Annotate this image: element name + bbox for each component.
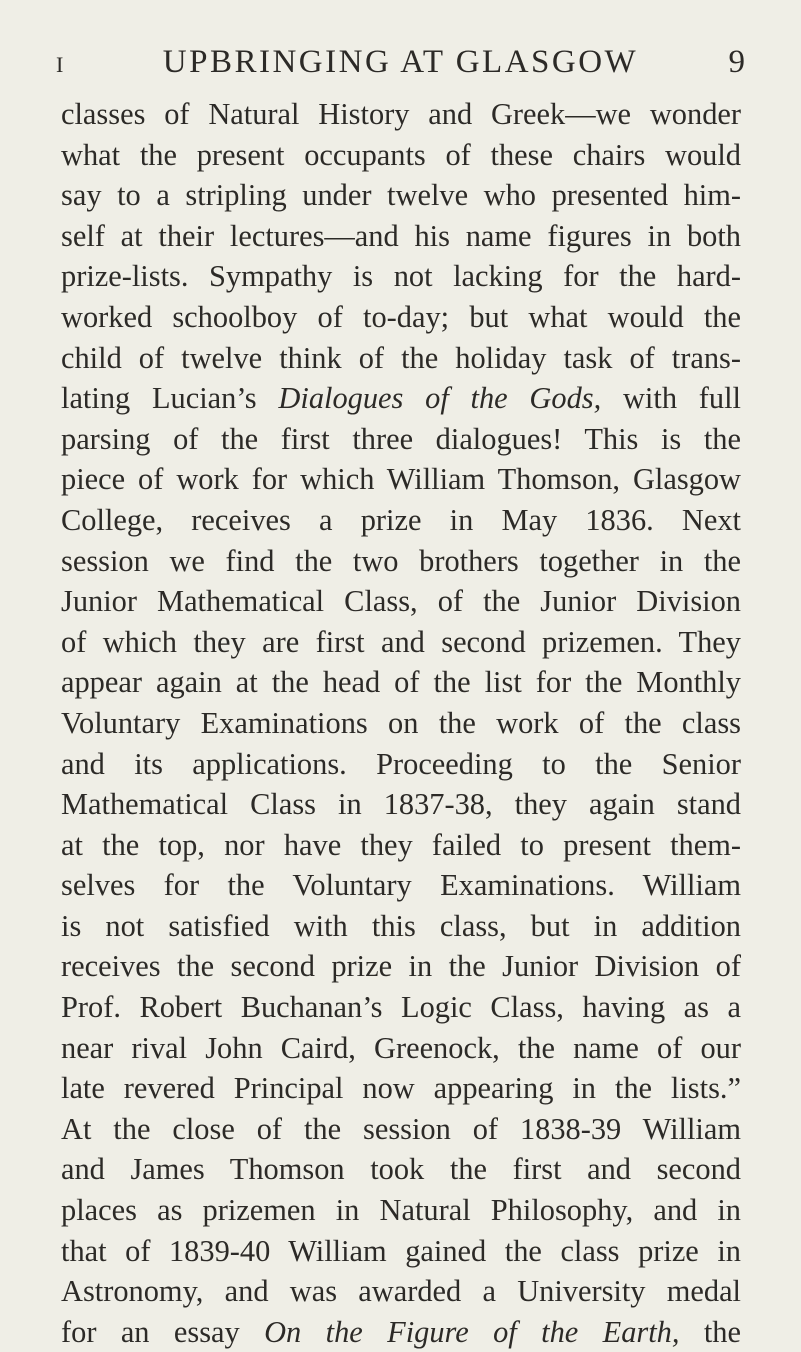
text-line: that of 1839-40 William gained the class prize in xyxy=(61,1233,741,1268)
text-line xyxy=(61,1312,741,1352)
text-line: at the top, nor have they failed to present them- xyxy=(61,827,741,862)
text-line: appear again at the head of the list for the Monthly xyxy=(61,665,741,700)
text-line: Astronomy, and was awarded a University medal xyxy=(61,1274,741,1309)
text-line: Voluntary Examinations on the work of the class xyxy=(61,705,741,740)
text-line: receives the second prize in the Junior Division of xyxy=(61,949,741,984)
text-segment: the xyxy=(703,1314,741,1349)
text-line: prize-lists. Sympathy is not lacking for the hard- xyxy=(61,259,741,294)
text-line: parsing of the first three dialogues! This is the xyxy=(61,421,741,456)
text-segment: lating Lucian’s xyxy=(61,381,257,416)
text-line: and its applications. Proceeding to the Senior xyxy=(61,746,741,781)
text-line: session we find the two brothers together in the xyxy=(61,543,741,578)
running-head-title: UPBRINGING AT GLASGOW xyxy=(162,44,639,80)
text-line: selves for the Voluntary Examinations. William xyxy=(61,868,741,903)
text-line xyxy=(61,378,741,419)
body-text xyxy=(61,94,741,1352)
text-line: is not satisfied with this class, but in addition xyxy=(61,908,741,943)
text-line: child of twelve think of the holiday task of trans- xyxy=(61,340,741,375)
text-segment: for an essay xyxy=(61,1314,240,1349)
page-number: 9 xyxy=(728,44,745,80)
text-line: near rival John Caird, Greenock, the name of our xyxy=(61,1030,741,1065)
text-line: worked schoolboy of to-day; but what would the xyxy=(61,299,741,334)
text-line: of which they are first and second prizemen. They xyxy=(61,624,741,659)
text-line: say to a stripling under twelve who presented him- xyxy=(61,178,741,213)
text-line: Junior Mathematical Class, of the Junior Division xyxy=(61,584,741,619)
text-segment: with full xyxy=(622,381,741,416)
text-line: classes of Natural History and Greek—we wonder xyxy=(61,97,741,131)
text-line: piece of work for which William Thomson, Glasgow xyxy=(61,462,741,497)
text-line: places as prizemen in Natural Philosophy, and in xyxy=(61,1193,741,1228)
text-line: At the close of the session of 1838-39 William xyxy=(61,1111,741,1146)
chapter-number: I xyxy=(56,52,65,77)
text-line: late revered Principal now appearing in the lists.” xyxy=(61,1071,741,1106)
text-line: and James Thomson took the first and second xyxy=(61,1152,741,1187)
italic-title: On the Figure of the Earth, xyxy=(264,1314,680,1349)
italic-title: Dialogues of the Gods, xyxy=(278,381,602,416)
text-line: self at their lectures—and his name figures in both xyxy=(61,218,741,253)
text-line: Mathematical Class in 1837-38, they again stand xyxy=(61,787,741,822)
text-line: what the present occupants of these chairs would xyxy=(61,137,741,172)
running-head xyxy=(56,44,745,84)
text-line: Prof. Robert Buchanan’s Logic Class, having as a xyxy=(61,990,741,1025)
text-line: College, receives a prize in May 1836. Next xyxy=(61,502,741,537)
